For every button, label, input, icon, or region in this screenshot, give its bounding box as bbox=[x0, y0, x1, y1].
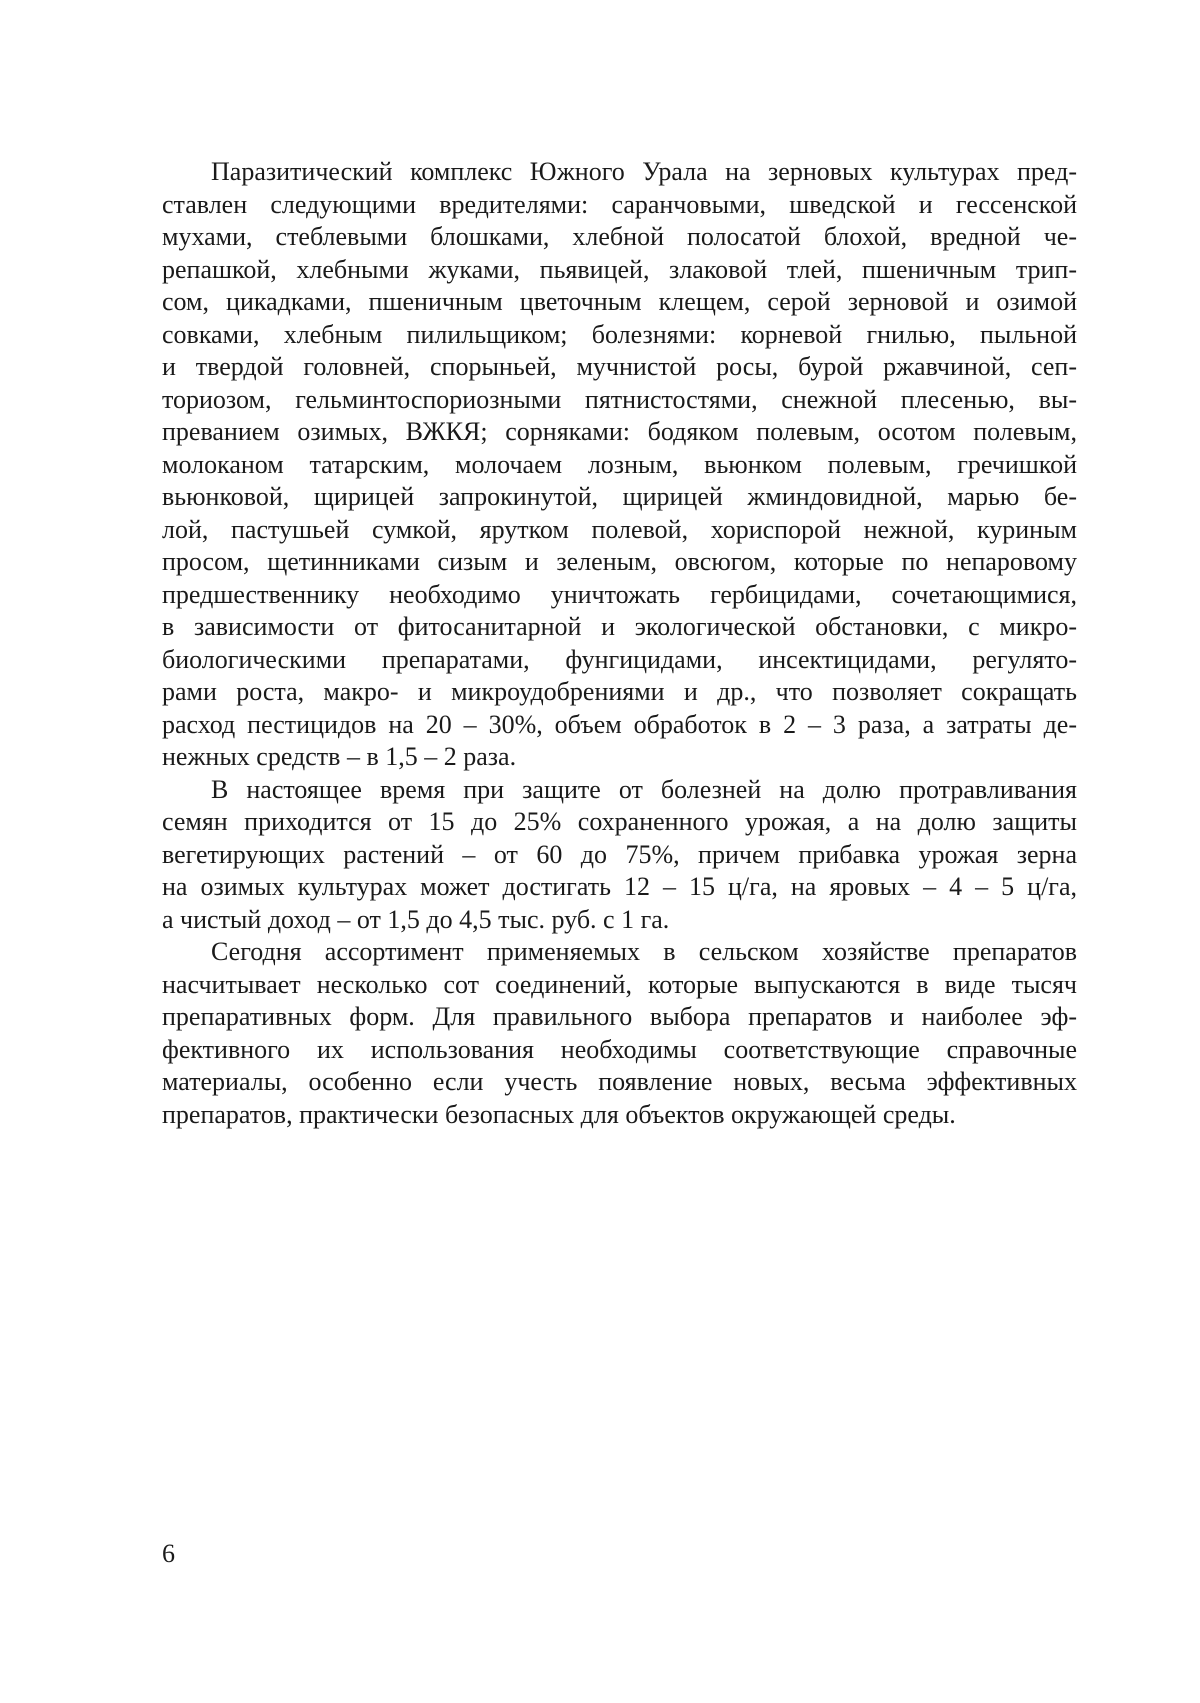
text-line: сом, цикадками, пшеничным цветочным клещем, серой зерновой и озимой bbox=[162, 287, 1077, 316]
text-line: лой, пастушьей сумкой, ярутком полевой, хориспорой нежной, куриным bbox=[162, 514, 1077, 544]
text-line: репашкой, хлебными жуками, пьявицей, злаковой тлей, пшеничным трип- bbox=[162, 254, 1077, 284]
paragraph bbox=[162, 936, 1077, 1131]
text-line: молоканом татарским, молочаем лозным, вьюнком полевым, гречишкой bbox=[162, 449, 1077, 479]
text-line: и твердой головней, спорыньей, мучнистой росы, бурой ржавчиной, сеп- bbox=[162, 352, 1077, 381]
page-number: 6 bbox=[162, 1539, 175, 1568]
text-line: семян приходится от 15 до 25% сохраненного урожая, а на долю защиты bbox=[162, 807, 1077, 836]
text-line: фективного их использования необходимы соответствующие справочные bbox=[162, 1034, 1077, 1064]
text-line: В настоящее время при защите от болезней на долю протравливания bbox=[211, 774, 1077, 804]
text-line: совками, хлебным пилильщиком; болезнями: корневой гнилью, пыльной bbox=[162, 319, 1077, 349]
text-line: нежных средств – в 1,5 – 2 раза. bbox=[162, 742, 517, 771]
text-line: на озимых культурах может достигать 12 – 15 ц/га, на яровых – 4 – 5 ц/га, bbox=[162, 872, 1077, 901]
text-line: вегетирующих растений – от 60 до 75%, причем прибавка урожая зерна bbox=[162, 839, 1077, 869]
text-line: препаративных форм. Для правильного выбора препаратов и наиболее эф- bbox=[162, 1002, 1077, 1031]
text-line: насчитывает несколько сот соединений, которые выпускаются в виде тысяч bbox=[162, 969, 1077, 999]
text-line: ставлен следующими вредителями: саранчовыми, шведской и гессенской bbox=[162, 189, 1077, 219]
text-line: в зависимости от фитосанитарной и экологической обстановки, с микро- bbox=[162, 612, 1077, 641]
text-line: биологическими препаратами, фунгицидами, инсектицидами, регулято- bbox=[162, 644, 1077, 674]
text-line: ториозом, гельминтоспориозными пятнистостями, снежной плесенью, вы- bbox=[162, 384, 1077, 414]
text-line: препаратов, практически безопасных для объектов окружающей среды. bbox=[162, 1099, 956, 1129]
text-line: мухами, стеблевыми блошками, хлебной полосатой блохой, вредной че- bbox=[162, 222, 1077, 251]
text-line: а чистый доход – от 1,5 до 4,5 тыс. руб. с 1 га. bbox=[162, 904, 670, 934]
text-line: Сегодня ассортимент применяемых в сельском хозяйстве препаратов bbox=[211, 937, 1077, 966]
text-line: материалы, особенно если учесть появление новых, весьма эффективных bbox=[162, 1067, 1077, 1096]
text-line: просом, щетинниками сизым и зеленым, овсюгом, которые по непаровому bbox=[162, 547, 1077, 576]
text-line: Паразитический комплекс Южного Урала на зерновых культурах пред- bbox=[211, 157, 1077, 186]
paragraph bbox=[162, 774, 1077, 937]
text-line: вьюнковой, щирицей запрокинутой, щирицей жминдовидной, марью бе- bbox=[162, 482, 1077, 511]
paragraph bbox=[162, 156, 1077, 774]
text-line: предшественнику необходимо уничтожать гербицидами, сочетающимися, bbox=[162, 579, 1077, 609]
body-text bbox=[162, 156, 1077, 1131]
text-line: рами роста, макро- и микроудобрениями и др., что позволяет сокращать bbox=[162, 677, 1077, 706]
text-line: расход пестицидов на 20 – 30%, объем обработок в 2 – 3 раза, а затраты де- bbox=[162, 709, 1077, 739]
text-line: преванием озимых, ВЖКЯ; сорняками: бодяком полевым, осотом полевым, bbox=[162, 417, 1077, 446]
